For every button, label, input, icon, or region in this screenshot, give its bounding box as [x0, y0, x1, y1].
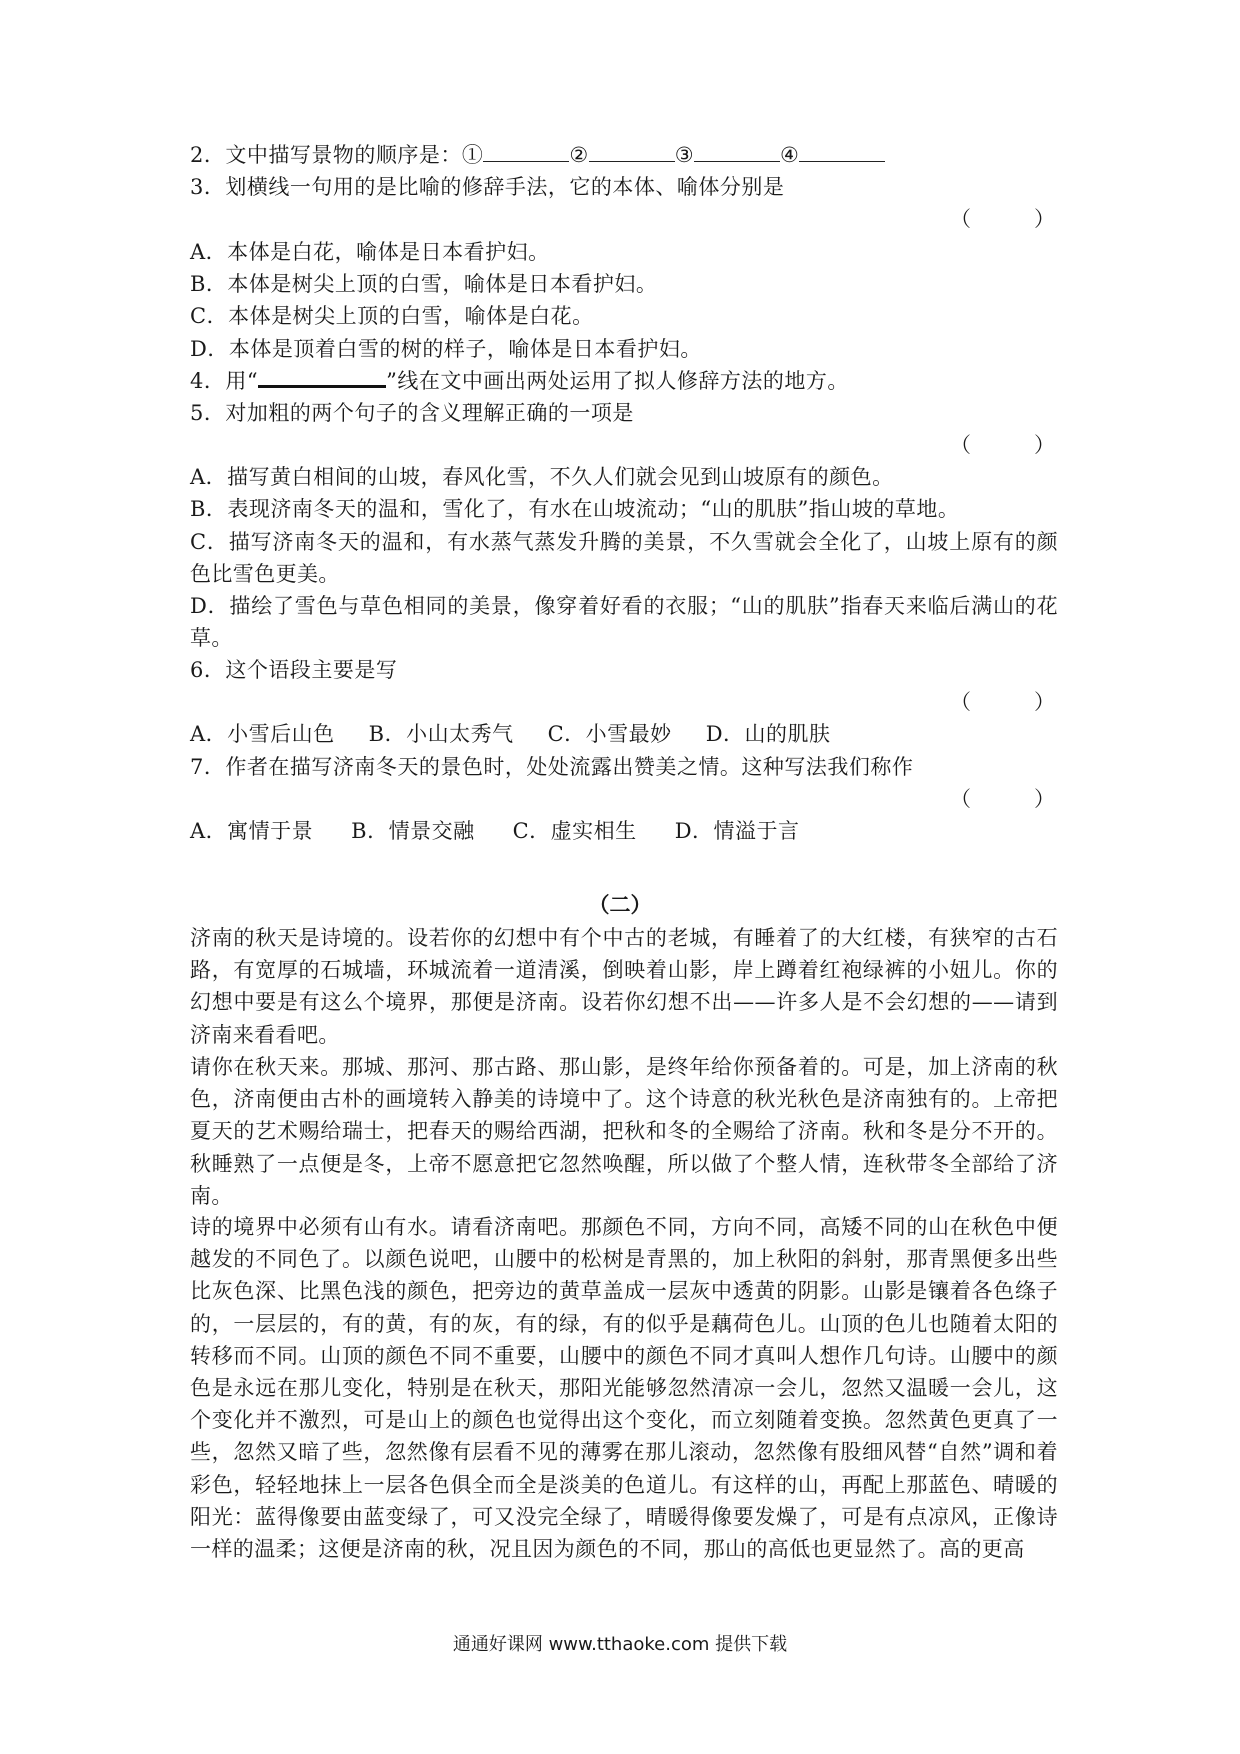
answer-blank-4[interactable] — [799, 141, 885, 162]
answer-blank-1[interactable] — [483, 141, 569, 162]
question-7-options — [190, 815, 1060, 847]
question-6-option-b: B．小山太秀气 — [368, 722, 514, 746]
marker-3: ③ — [674, 143, 695, 167]
question-3-option-d: D．本体是顶着白雪的树的样子，喻体是日本看护妇。 — [190, 337, 702, 361]
question-7-option-a: A．寓情于景 — [190, 819, 314, 843]
question-5-option-c: C．描写济南冬天的温和，有水蒸气蒸发升腾的美景，不久雪就会全化了，山坡上原有的颜色比雪色更美。 — [190, 530, 1058, 587]
answer-blank-2[interactable] — [589, 141, 675, 162]
question-6-stem: 6．这个语段主要是写 — [190, 658, 398, 682]
question-5-option-a: A．描写黄白相间的山坡，春风化雪，不久人们就会见到山坡原有的颜色。 — [190, 465, 894, 489]
passage-paragraph-1: 济南的秋天是诗境的。设若你的幻想中有个中古的老城，有睡着了的大红楼，有狭窄的古石路，有宽厚的石城墙，环城流着一道清溪，倒映着山影，岸上蹲着红袍绿裤的小妞儿。你的幻想中要是有这么个境界，那便是济南。设若你幻想不出——许多人是不会幻想的——请到济南来看看吧。 — [190, 926, 1058, 1047]
passage-paragraph-3: 诗的境界中必须有山有水。请看济南吧。那颜色不同，方向不同，高矮不同的山在秋色中便越发的不同色了。以颜色说吧，山腰中的松树是青黑的，加上秋阳的斜射，那青黑便多出些比灰色深、比黑色浅的颜色，把旁边的黄草盖成一层灰中透黄的阴影。山影是镶着各色绦子的，一层层的，有的黄，有的灰，有的绿，有的似乎是藕荷色儿。山顶的色儿也随着太阳的转移而不同。山顶的颜色不同不重要，山腰中的颜色不同才真叫人想作几句诗。山腰中的颜色是永远在那儿变化，特别是在秋天，那阳光能够忽然清凉一会儿，忽然又温暖一会儿，这个变化并不激烈，可是山上的颜色也觉得出这个变化，而立刻随着变换。忽然黄色更真了一些，忽然又暗了些，忽然像有层看不见的薄雾在那儿滚动，忽然像有股细风替“自然”调和着彩色，轻轻地抹上一层各色俱全而全是淡美的色道儿。有这样的山，再配上那蓝色、晴暖的阳光：蓝得像要由蓝变绿了，可又没完全绿了，晴暖得像要发燥了，可是有点凉风，正像诗一样的温柔；这便是济南的秋，况且因为颜色的不同，那山的高低也更显然了。高的更高 — [190, 1215, 1058, 1562]
question-5-option-b: B．表现济南冬天的温和，雪化了，有水在山坡流动；“山的肌肤”指山坡的草地。 — [190, 497, 960, 521]
question-7-stem: 7．作者在描写济南冬天的景色时，处处流露出赞美之情。这种写法我们称作 — [190, 755, 914, 779]
answer-blank-3[interactable] — [694, 141, 780, 162]
question-5-stem: 5．对加粗的两个句子的含义理解正确的一项是 — [190, 401, 634, 425]
page-footer: 通通好课网 www.tthaoke.com 提供下载 — [452, 1634, 788, 1655]
question-4-text-after: ”线在文中画出两处运用了拟人修辞方法的地方。 — [386, 369, 849, 393]
question-5-option-d: D．描绘了雪色与草色相同的美景，像穿着好看的衣服；“山的肌肤”指春天来临后满山的花草。 — [190, 594, 1058, 651]
marker-1: ① — [461, 143, 484, 167]
question-4 — [190, 365, 1060, 397]
question-3-option-b: B．本体是树尖上顶的白雪，喻体是日本看护妇。 — [190, 272, 658, 296]
question-7-option-b: B．情景交融 — [351, 819, 475, 843]
question-7-option-d: D．情溢于言 — [674, 819, 800, 843]
question-3-stem: 3．划横线一句用的是比喻的修辞手法，它的本体、喻体分别是 — [190, 175, 785, 199]
question-3-option-c: C．本体是树尖上顶的白雪，喻体是白花。 — [190, 304, 594, 328]
question-4-text-before: 4．用“ — [190, 369, 259, 393]
question-2-text: 2．文中描写景物的顺序是： — [190, 143, 462, 167]
question-6-option-a: A．小雪后山色 — [190, 722, 335, 746]
question-6-option-c: C．小雪最妙 — [547, 722, 672, 746]
question-6-options — [190, 718, 1060, 750]
marker-4: ④ — [780, 143, 800, 167]
passage-paragraph-2: 请你在秋天来。那城、那河、那古路、那山影，是终年给你预备着的。可是，加上济南的秋色，济南便由古朴的画境转入静美的诗境中了。这个诗意的秋光秋色是济南独有的。上帝把夏天的艺术赐给瑞士，把春天的赐给西湖，把秋和冬的全赐给了济南。秋和冬是分不开的。秋睡熟了一点便是冬，上帝不愿意把它忽然唤醒，所以做了个整人情，连秋带冬全部给了济南。 — [190, 1055, 1058, 1208]
question-6-answer-paren[interactable]: （ ） — [950, 690, 1055, 714]
question-2 — [190, 139, 1060, 171]
section-2-title: （二） — [588, 892, 652, 917]
underline-sample — [258, 365, 386, 388]
question-3-option-a: A．本体是白花，喻体是日本看护妇。 — [190, 240, 550, 264]
question-6-option-d: D．山的肌肤 — [705, 722, 831, 746]
question-7-answer-paren[interactable]: （ ） — [950, 787, 1055, 811]
question-7-option-c: C．虚实相生 — [512, 819, 637, 843]
question-3-answer-paren[interactable]: （ ） — [950, 207, 1055, 231]
question-5-answer-paren[interactable]: （ ） — [950, 433, 1055, 457]
marker-2: ② — [569, 143, 589, 167]
